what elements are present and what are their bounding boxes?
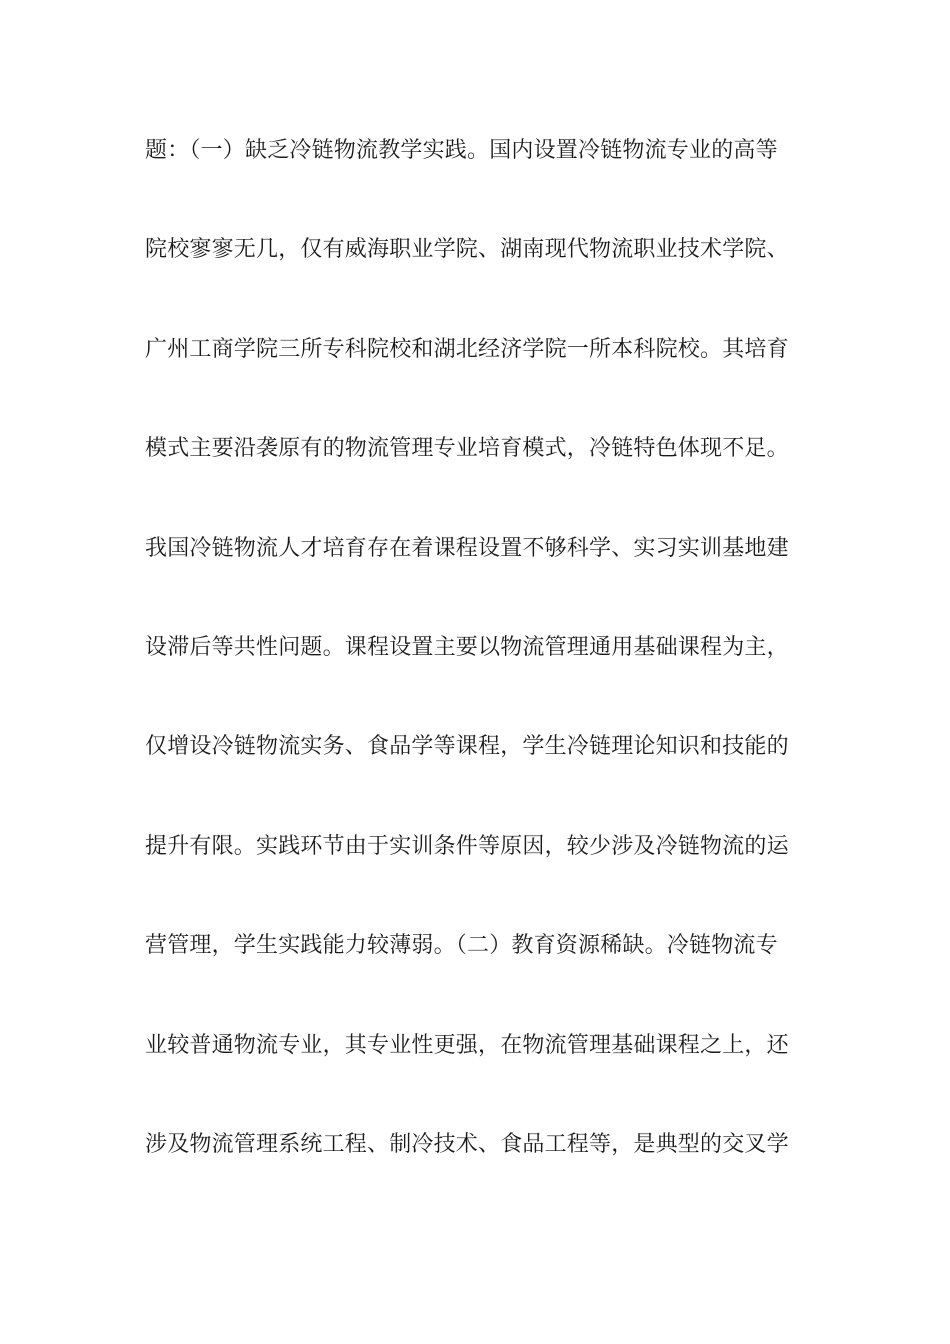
text-line: 涉及物流管理系统工程、制冷技术、食品工程等，是典型的交叉学 — [145, 1131, 789, 1157]
body-text — [145, 128, 815, 1221]
text-line: 模式主要沿袭原有的物流管理专业培育模式，冷链特色体现不足。 — [145, 436, 789, 462]
text-line: 营管理，学生实践能力较薄弱。（二）教育资源稀缺。冷链物流专 — [145, 933, 778, 959]
text-line: 广州工商学院三所专科院校和湖北经济学院一所本科院校。其培育 — [145, 336, 789, 362]
text-line: 仅增设冷链物流实务、食品学等课程，学生冷链理论知识和技能的 — [145, 734, 789, 760]
text-line: 业较普通物流专业，其专业性更强，在物流管理基础课程之上，还 — [145, 1032, 789, 1058]
text-line: 设滞后等共性问题。课程设置主要以物流管理通用基础课程为主， — [145, 634, 789, 660]
text-line: 院校寥寥无几，仅有威海职业学院、湖南现代物流职业技术学院、 — [145, 237, 789, 263]
text-line: 题：（一）缺乏冷链物流教学实践。国内设置冷链物流专业的高等 — [145, 138, 778, 163]
text-line: 提升有限。实践环节由于实训条件等原因，较少涉及冷链物流的运 — [145, 833, 789, 859]
text-line: 我国冷链物流人才培育存在着课程设置不够科学、实习实训基地建 — [145, 535, 789, 561]
